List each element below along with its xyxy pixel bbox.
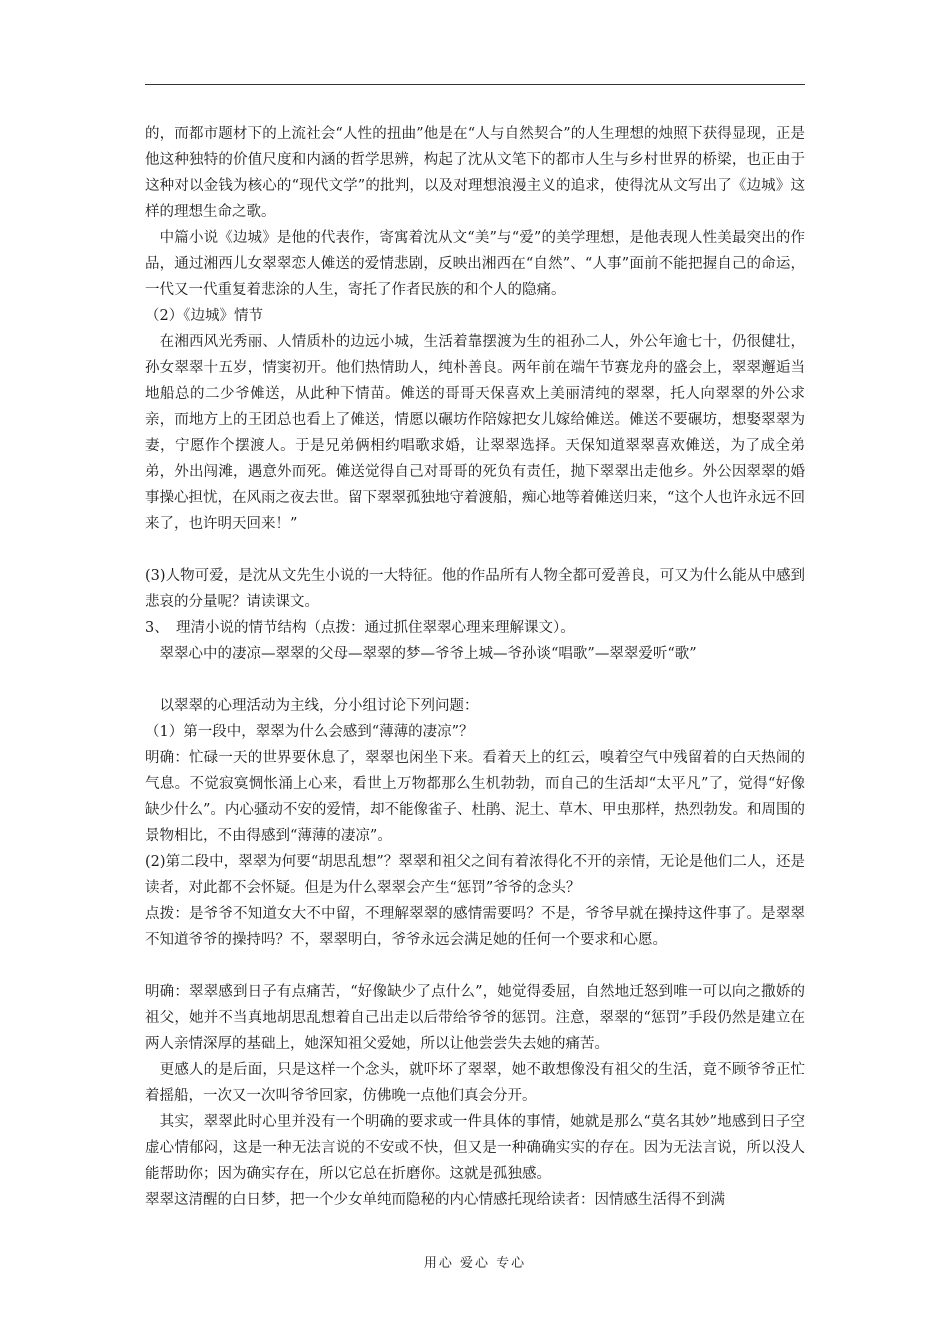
paragraph: 明确：翠翠感到日子有点痛苦，“好像缺少了点什么”，她觉得委屈，自然地迁怒到唯一可以向之撒娇的祖父，她并不当真地胡思乱想着自己出走以后带给爷爷的惩罚。注意，翠翠的“惩罚”手段仍然是建立在两人亲情深厚的基础上，她深知祖父爱她，所以让他尝尝失去她的痛苦。 <box>145 984 805 1052</box>
blank-line <box>145 667 805 693</box>
header-rule <box>145 84 805 85</box>
paragraph: （1）第一段中，翠翠为什么会感到“薄薄的凄凉”？ <box>145 724 474 740</box>
paragraph: 明确：忙碌一天的世界要休息了，翠翠也闲坐下来。看着天上的红云，嗅着空气中残留着的白天热闹的气息。不觉寂寞惆怅涌上心来，看世上万物都那么生机勃勃，而自己的生活却“太平凡”了，觉得“好像缺少什么”。内心骚动不安的爱情，却不能像雀子、杜鹃、泥土、草木、甲虫那样，热烈勃发。和周围的景物相比，不由得感到“薄薄的凄凉”。 <box>145 750 805 844</box>
document-body <box>145 121 805 1213</box>
paragraph: 点拨：是爷爷不知道女大不中留，不理解翠翠的感情需要吗？不是，爷爷早就在操持这件事了。是翠翠不知道爷爷的操持吗？不，翠翠明白，爷爷永远会满足她的任何一个要求和心愿。 <box>145 906 805 948</box>
paragraph: 在湘西风光秀丽、人情质朴的边远小城，生活着靠摆渡为生的祖孙二人，外公年逾七十，仍很健壮，孙女翠翠十五岁，情窦初开。他们热情助人，纯朴善良。两年前在端午节赛龙舟的盛会上，翠翠邂逅当地船总的二少爷傩送，从此种下情苗。傩送的哥哥天保喜欢上美丽清纯的翠翠，托人向翠翠的外公求亲，而地方上的王团总也看上了傩送，情愿以碾坊作陪嫁把女儿嫁给傩送。傩送不要碾坊，想娶翠翠为妻，宁愿作个摆渡人。于是兄弟俩相约唱歌求婚，让翠翠选择。天保知道翠翠喜欢傩送，为了成全弟弟，外出闯滩，遇意外而死。傩送觉得自己对哥哥的死负有责任，抛下翠翠出走他乡。外公因翠翠的婚事操心担忧，在风雨之夜去世。留下翠翠孤独地守着渡船，痴心地等着傩送归来，“这个人也许永远不回来了，也许明天回来！” <box>145 334 805 532</box>
paragraph: 3、 理清小说的情节结构（点拨：通过抓住翠翠心理来理解课文）。 <box>145 620 575 636</box>
paragraph: 更感人的是后面，只是这样一个念头，就吓坏了翠翠，她不敢想像没有祖父的生活，竟不顾爷爷正忙着摇船，一次又一次叫爷爷回家，仿佛晚一点他们真会分开。 <box>145 1062 805 1104</box>
paragraph: 以翠翠的心理活动为主线，分小组讨论下列问题： <box>145 698 479 714</box>
paragraph: 中篇小说《边城》是他的代表作，寄寓着沈从文“美”与“爱”的美学理想，是他表现人性美最突出的作品，通过湘西儿女翠翠恋人傩送的爱情悲剧，反映出湘西在“自然”、“人事”面前不能把握自己的命运，一代又一代重复着悲涂的人生，寄托了作者民族的和个人的隐痛。 <box>145 230 805 298</box>
paragraph: (3)人物可爱，是沈从文先生小说的一大特征。他的作品所有人物全都可爱善良，可又为什么能从中感到悲哀的分量呢？请读课文。 <box>145 568 805 610</box>
paragraph: （2）《边城》情节 <box>145 308 263 324</box>
blank-line <box>145 537 805 563</box>
page-footer: 用心 爱心 专心 <box>423 1256 527 1271</box>
blank-line <box>145 953 805 979</box>
paragraph: 翠翠这清醒的白日梦，把一个少女单纯而隐秘的内心情感托现给读者：因情感生活得不到满 <box>145 1192 725 1208</box>
paragraph: 翠翠心中的凄凉—翠翠的父母—翠翠的梦—爷爷上城—爷孙谈“唱歌”—翠翠爱听“歌” <box>145 646 697 662</box>
paragraph: (2)第二段中，翠翠为何要“胡思乱想”？翠翠和祖父之间有着浓得化不开的亲情，无论是他们二人，还是读者，对此都不会怀疑。但是为什么翠翠会产生“惩罚”爷爷的念头？ <box>145 854 805 896</box>
paragraph: 的，而都市题材下的上流社会“人性的扭曲”他是在“人与自然契合”的人生理想的烛照下获得显现，正是他这种独特的价值尺度和内涵的哲学思辨，构起了沈从文笔下的都市人生与乡村世界的桥梁，也正由于这种对以金钱为核心的“现代文学”的批判，以及对理想浪漫主义的追求，使得沈从文写出了《边城》这样的理想生命之歌。 <box>145 126 805 220</box>
paragraph: 其实，翠翠此时心里并没有一个明确的要求或一件具体的事情，她就是那么“莫名其妙”地感到日子空虚心情郁闷，这是一种无法言说的不安或不快，但又是一种确确实实的存在。因为无法言说，所以没人能帮助你；因为确实存在，所以它总在折磨你。这就是孤独感。 <box>145 1114 805 1182</box>
